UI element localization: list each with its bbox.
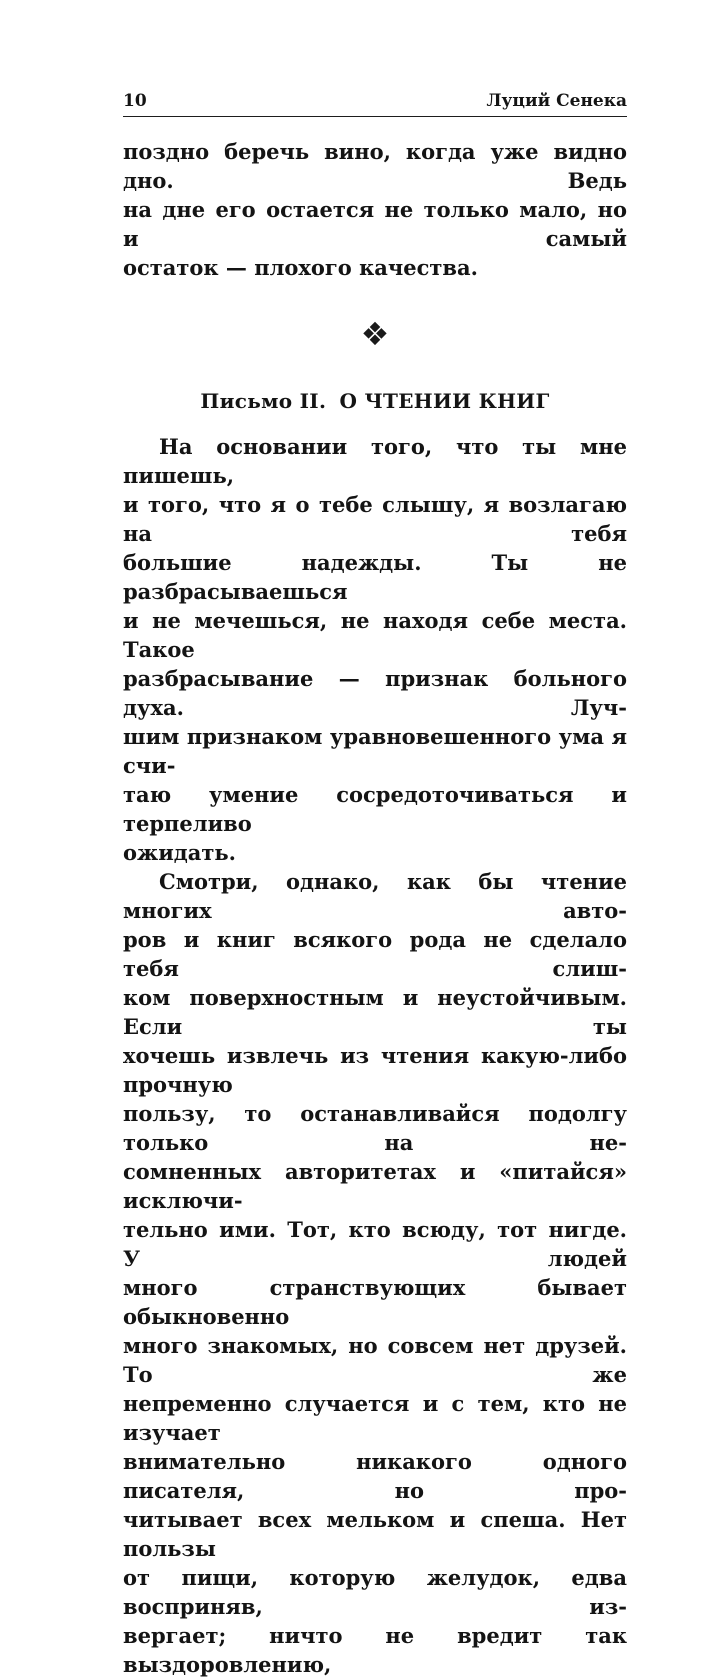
text-line: остаток — плохого качества.: [123, 255, 478, 280]
running-title: Луций Сенека: [486, 91, 627, 111]
paragraph: [123, 432, 627, 867]
text-line: таю умение сосредоточиваться и терпеливо: [123, 782, 627, 836]
text-line: На основании того, что ты мне пишешь,: [123, 434, 627, 488]
section-divider-icon: ❖: [360, 315, 390, 353]
text-line: пользу, то останавливайся подолгу только на не-: [123, 1101, 627, 1155]
text-line: ком поверхностным и неустойчивым. Если ты: [123, 985, 627, 1039]
text-line: много знакомых, но совсем нет друзей. То же: [123, 1333, 627, 1387]
text-line: тельно ими. Тот, кто всюду, тот нигде. У людей: [123, 1217, 627, 1271]
text-line: непременно случается и с тем, кто не изучает: [123, 1391, 627, 1445]
text-line: сомненных авторитетах и «питайся» исключи-: [123, 1159, 627, 1213]
letter-heading: [123, 388, 627, 414]
text-line: шим признаком уравновешенного ума я счи-: [123, 724, 627, 778]
text-line: большие надежды. Ты не разбрасываешься: [123, 550, 627, 604]
text-line: разбрасывание — признак больного духа. Луч-: [123, 666, 627, 720]
text-line: хочешь извлечь из чтения какую-либо прочную: [123, 1043, 627, 1097]
heading-label: Письмо II.: [200, 389, 327, 413]
text-line: и не мечешься, не находя себе места. Такое: [123, 608, 627, 662]
paragraph: [123, 137, 627, 282]
text-line: ожидать.: [123, 840, 236, 865]
text-line: и того, что я о тебе слышу, я возлагаю на тебя: [123, 492, 627, 546]
text-line: на дне его остается не только мало, но и самый: [123, 197, 627, 251]
paragraph: [123, 867, 627, 1679]
text-line: внимательно никакого одного писателя, но про-: [123, 1449, 627, 1503]
header-rule: [123, 116, 627, 117]
text-line: поздно беречь вино, когда уже видно дно. Ведь: [123, 139, 627, 193]
text-line: много странствующих бывает обыкновенно: [123, 1275, 627, 1329]
text-line: вергает; ничто не вредит так выздоровлению,: [123, 1623, 627, 1677]
text-line: ров и книг всякого рода не сделало тебя слиш-: [123, 927, 627, 981]
heading-title: О ЧТЕНИИ КНИГ: [339, 389, 550, 413]
text-line: от пищи, которую желудок, едва восприняв, из-: [123, 1565, 627, 1619]
text-line: Смотри, однако, как бы чтение многих авто-: [123, 869, 627, 923]
page-header: [123, 90, 627, 112]
page-content: [123, 90, 627, 1679]
text-line: читывает всех мельком и спеша. Нет пользы: [123, 1507, 627, 1561]
page-number: 10: [123, 91, 147, 111]
